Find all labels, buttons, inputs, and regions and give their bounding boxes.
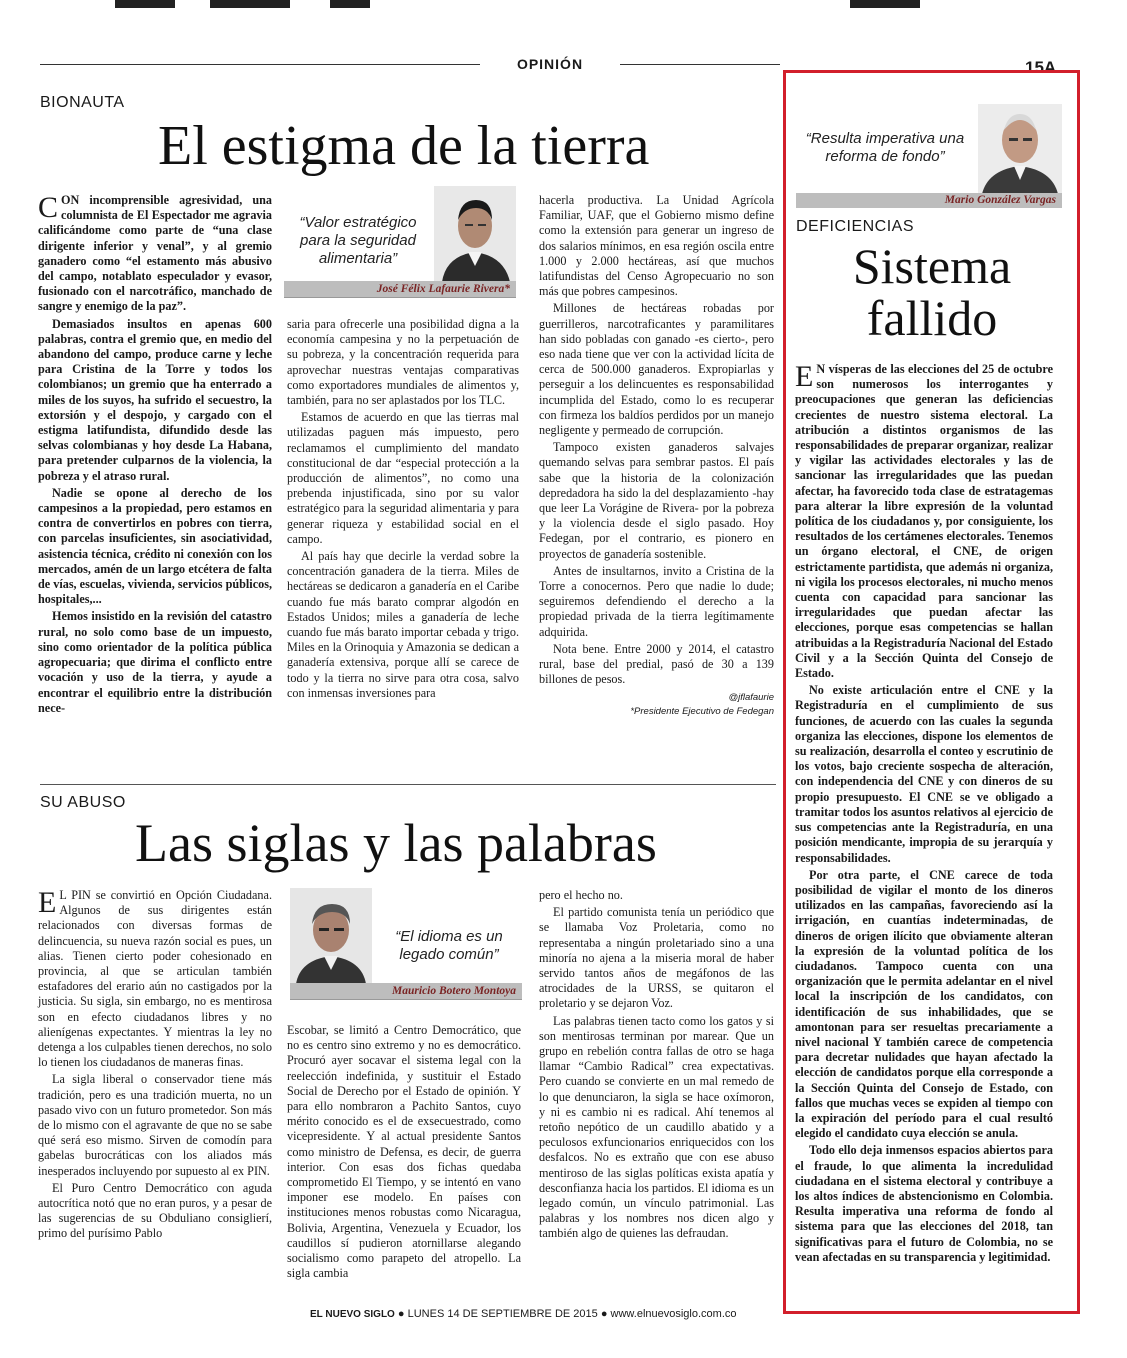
top-cut-strip [0,0,1127,10]
article2-pull-quote: “El idioma es un legado común” [395,928,503,963]
article1-column-1 [38,193,272,718]
article2-quote-box [290,888,522,1000]
paragraph: Escobar, se limitó a Centro Democrático, que no es centro sino extremo y no es democrático. Procuró ayer socavar el sistema legal con la reelección indefinida, y sustituir el Estado Social de Derecho por el Estado de opinión. Y para ello nombraron a Pachito Santos, cuyo mérito conocido es el de exsecuestrado, como vicepresidente. Y al actual presidente Santos como ministro de Defensa, es decir, de guerra interior. Con esas dos fichas quedaba comprometido El Tiempo, y se intentó en vano imponer ese modelo. En países con instituciones menos robustas como Nicaragua, Bolivia, Argentina, Venezuela y Ecuador, los caudillos sí pudieron atornillarse alegando socialismo como parapeto del atropello. La sigla cambia [287,1023,521,1281]
paragraph: Demasiados insultos en apenas 600 palabras, contra el gremio que, en medio del abandono del campo, produce carne y leche para Cristina de la Torre y todos los colombianos; un gremio que ha enterrado a miles de los suyos, ha sufrido el secuestro, la extorsión y el despojo, y cargado con el estigma latifundista, difundido desde las selvas colombianas y hoy desde La Habana, para pretender culparnos de la violencia, la pobreza y el atraso rural. [38,316,272,483]
page-footer [310,1308,810,1320]
author-photo [434,186,516,282]
paragraph: Estamos de acuerdo en que las tierras mal utilizadas paguen más impuesto, pero reclamamos el cumplimiento del mandato constitucional de dar “especial protección a la producción de alimentos”, no como una prebenda injustificada, sino por su valor estratégico para la seguridad alimentaria y para generar riqueza y estabilidad social en el campo. [287,410,519,546]
article1-column-3 [539,193,774,717]
paragraph: Las palabras tienen tacto como los gatos y si son mentirosas terminan por marear. Que un grupo en rebelión contra fallas de otro se haga llamar “Cambio Radical” crea expectativas. Pero cuando se convierte en un mal remedo de lo que denunciaron, la sigla se hace oxímoron, y ni es cambio ni es radical. Ahí tenemos al retoño nepótico de un caudillo abatido y a peculosos exfuncionarios enriquecidos con los desfalcos. No es extraño que con ese abuso mentiroso de las siglas políticas exista apatía y desconfianza hacia los partidos. El idioma es un legado común, un vínculo patrimonial. Las palabras y los nombres nos dicen algo y también algo de quienes las defraudan. [539,1013,774,1241]
cut-text-fragment [330,0,370,8]
article1-kicker: BIONAUTA [40,94,125,111]
author-footnote: *Presidente Ejecutivo de Fedegan [630,705,774,717]
article3-headline-line1: Sistema [852,238,1012,294]
portrait-image [434,186,516,282]
cut-text-fragment [210,0,290,8]
portrait-image [290,888,372,984]
header-rule-left [40,64,480,65]
dropcap: C [38,191,59,224]
paragraph: Millones de hectáreas robadas por guerrilleros, narcotraficantes y paramilitares han sido pobladas con ganado -es cierto-, pero eso nada tiene que ver con la actividad lícita de cerca de 500.000 ganaderos. Expropiarlas y perseguir a los delincuentes es responsabilidad incumplida del Estado, como lo es recuperar con firmeza los baldíos perdidos por un manejo negligente y permeado de corrupción. [539,301,774,438]
article2-column-2 [287,1023,521,1283]
article1-column-2 [287,317,519,703]
paragraph: Antes de insultarnos, invito a Cristina de la Torre a conocernos. Pero que nadie lo dude; seguiremos defendiendo el derecho a la propiedad privada de la tierra legítimamente adquirida. [539,563,774,639]
section-label: OPINIÓN [516,56,584,72]
article1-author-bar: José Félix Lafaurie Rivera* [284,281,516,297]
bullet-icon: ● [600,1308,608,1320]
paragraph: Todo ello deja inmensos espacios abiertos para el fraude, lo que alimenta la incredulidad ciudadana en el sistema electoral y contribuye a los altos índices de abstencionismo en Colombia. Resulta imperativa una reforma de fondo al sistema para que las elecciones del 2018, tan significativas para el futuro de Colombia, no se vean afectadas en su transparencia y legitimidad. [795,1143,1053,1264]
author-handle: @jflafaurie [728,691,774,703]
article3-author-bar: Mario González Vargas [796,193,1062,208]
paragraph: Nota bene. Entre 2000 y 2014, el catastro rural, base del predial, pasó de 30 a 139 billones de pesos. [539,641,774,687]
portrait-image [978,104,1062,194]
author-photo [290,888,372,984]
article-divider [40,784,776,785]
article3-headline-line2: fallido [866,290,998,346]
article2-headline: Las siglas y las palabras [135,813,657,873]
paragraph: El Puro Centro Democrático con aguda autocrítica notó que no eran puros, y a pesar de las sugerencias de su Obduliano consiglierí, primo del purísimo Pablo [38,1180,272,1241]
article2-column-1 [38,888,272,1244]
paragraph: La sigla liberal o conservador tiene más tradición, pero es una tradición muerta, no un pasado vivo con un futuro prometedor. Son más de lo mismo con el agravante de que no se sabe qué será eso mismo. Sirven de comodín para gabelas burocráticas con los aliados más inesperados incluyendo por supuesto al ex PIN. [38,1072,272,1178]
paragraph: Tampoco existen ganaderos salvajes quemando selvas para sembrar pastos. El país sabe que la historia de la colonización depredadora ha sido la del desplazamiento -hay que leer La Vorágine de Rivera- por la pobreza y la violencia desde el siglo pasado. Hoy Fedegan, por el contrario, es pionero en proyectos de ganadería sostenible. [539,440,774,561]
author-photo [978,104,1062,194]
paragraph: El partido comunista tenía un periódico que se llamaba Voz Proletaria, como no representaba a ningún proletariado sino a una minoría no ajena a la miseria moral de haber servido tantos años de megáfonos de las atrocidades de la URSS, se quitaron el proletario y se dejaron Voz. [539,905,774,1011]
footer-url[interactable]: www.elnuevosiglo.com.co [610,1308,737,1320]
paragraph: Al país hay que decirle la verdad sobre la concentración ganadera de la tierra. Miles de hectáreas se dedicaron a ganadería en el Caribe cuando fue más barato comprar algodón en Estados Unidos; miles a ganadería de leche cuando fue más barato importar cebada y trigo. Miles en la Orinoquia y Amazonia se dedican a ganadería extensiva, porque allí se carece de todo y la tierra no sirve para otra cosa, salvo con inmensas inversiones para [287,549,519,700]
cut-text-fragment [850,0,920,8]
paragraph: saria para ofrecerle una posibilidad digna a la economía campesina y no la perpetuación de su pobreza, y la concentración requerida para aprovechar nuestras ventajas comparativas como exportadores mundiales de alimentos y, también, para no ser aplastados por los TLC. [287,317,519,408]
paragraph: Hemos insistido en la revisión del catastro rural, no solo como base de un impuesto, sino como orientador de la política pública agropecuaria; que dirima el conflicto entre vocación y uso de la tierra, y ayude a encontrar el equilibrio entre la distribución nece- [38,609,272,715]
dropcap: E [795,360,814,393]
article2-author-bar: Mauricio Botero Montoya [290,983,522,999]
paragraph: Nadie se opone al derecho de los campesinos a la propiedad, pero estamos en contra de convertirlos en pobres con tierra, con parcelas insuficientes, sin asociatividad, asistencia técnica, crédito ni conexión con los mercados, amén de un largo etcétera de falta de vías, escuelas, vivienda, servicios públicos, hospitales,... [38,485,272,607]
paragraph: L PIN se convirtió en Opción Ciudadana. Algunos de sus dirigentes están relacionados con diversas formas de delincuencia, su nueva razón social es pues, un alias. Tienen cierto poder cohesionado en provincia, al que se articulan también estafadores del erario aún no castigados por la justicia. Su sigla, sin embargo, no es mentirosa son en efecto ciudadanos libres y no alienígenas expectantes. Y mientras la ley no detenga a los culpables tienen derechos, no solo lo tienen los ciudadanos de maneras finas. [38,888,272,1070]
paragraph: N vísperas de las elecciones del 25 de octubre son numerosos los interrogantes y preocupaciones que generan las deficiencias crecientes de nuestro sistema electoral. La atribución a distintos organismos de las responsabilidades de preparar organizar, realizar y vigilar las actividades electorales y las de sancionar las irregularidades que las puedan afectar, ha favorecido toda clase de estratagemas para alterar la libre expresión de la voluntad política de los ciudadanos y, por consiguiente, los resultados de los certámenes electorales. Tenemos un órgano electoral, el CNE, de origen estrictamente partidista, que además ni organiza, ni vigila los procesos electorales, ni mucho menos cuenta con capacidad para sancionar las irregularidades que puedan afectar las elecciones, porque esas competencias se hallan atribuidas a la Registraduría Nacional del Estado Civil y a la Sección Quinta del Consejo de Estado. [795,362,1053,681]
dropcap: E [38,886,57,919]
header-rule-right [620,64,780,65]
paragraph: pero el hecho no. [539,888,623,902]
article3-quote-box [792,104,1062,208]
paragraph: ON incomprensible agresividad, una columnista de El Espectador me agravia calificándome como parte de “una clase dirigente inferior y venal”, y al gremio ganadero como “el estamento más abusivo del campo, notablato especulador y evasor, fusionado con el narcotráfico, manchado de sangre y enemigo de la paz”. [38,193,272,314]
article3-pull-quote: “Resulta imperativa una reforma de fondo” [805,130,965,165]
article2-kicker: SU ABUSO [40,794,126,811]
article1-pull-quote: “Valor estratégico para la seguridad alimentaria” [299,214,417,267]
footer-date: LUNES 14 DE SEPTIEMBRE DE 2015 [407,1308,598,1320]
article3-column [795,362,1053,1267]
bullet-icon: ● [397,1308,405,1320]
paragraph: No existe articulación entre el CNE y la Registraduría en el cumplimiento de sus funciones, de acuerdo con las cuales la segunda organiza las elecciones, dispone los elementos de su realización, desarrolla el conteo y escrutinio de los votos, bajo creciente sospecha de alteración, con independencia del CNE y con dineros de su propio presupuesto. El CNE se ve obligado a tramitar todos los asuntos relativos al ejercicio de sus competencias ante la Registraduría, en una posición mendicante, impropia de su jerarquía y responsabilidades. [795,683,1053,865]
article3-kicker: DEFICIENCIAS [796,218,915,235]
paragraph: Por otra parte, el CNE carece de toda posibilidad de vigilar el monto de los dineros utilizados en las campañas, favoreciendo así la irrigación, en cuantías indeterminadas, de dineros de origen ilícito que obviamente alteran la expresión de la voluntad política de los ciudadanos. Tampoco cuenta con una organización que le permita adelantar en el nivel local la inscripción de los candidatos, con identificación de sus inhabilidades, que se amontonan para ser resueltas precariamente a nivel nacional Y también carece de competencia para decretar nulidades que hayan afectado la elección de candidatos porque ella corresponde a la Sección Quinta del Consejo de Estado, con fallos que muchas veces se expiden al tiempo con la expiración del período para el cual resultó elegido el candidato cuya elección se anula. [795,867,1053,1141]
article1-quote-box [284,186,516,298]
paragraph: hacerla productiva. La Unidad Agrícola Familiar, UAF, que el Gobierno mismo define como la extensión para generar un ingreso de dos salarios mínimos, en esa región oscila entre 1.000 y 2.000 hectáreas, así que muchos latifundistas del Censo Agropecuario no son más que pobres campesinos. [539,193,774,299]
article1-headline: El estigma de la tierra [158,115,650,177]
page-number: 15A [1025,58,1057,77]
footer-brand: EL NUEVO SIGLO [310,1309,395,1320]
article2-column-3 [539,888,774,1244]
cut-text-fragment [115,0,175,8]
